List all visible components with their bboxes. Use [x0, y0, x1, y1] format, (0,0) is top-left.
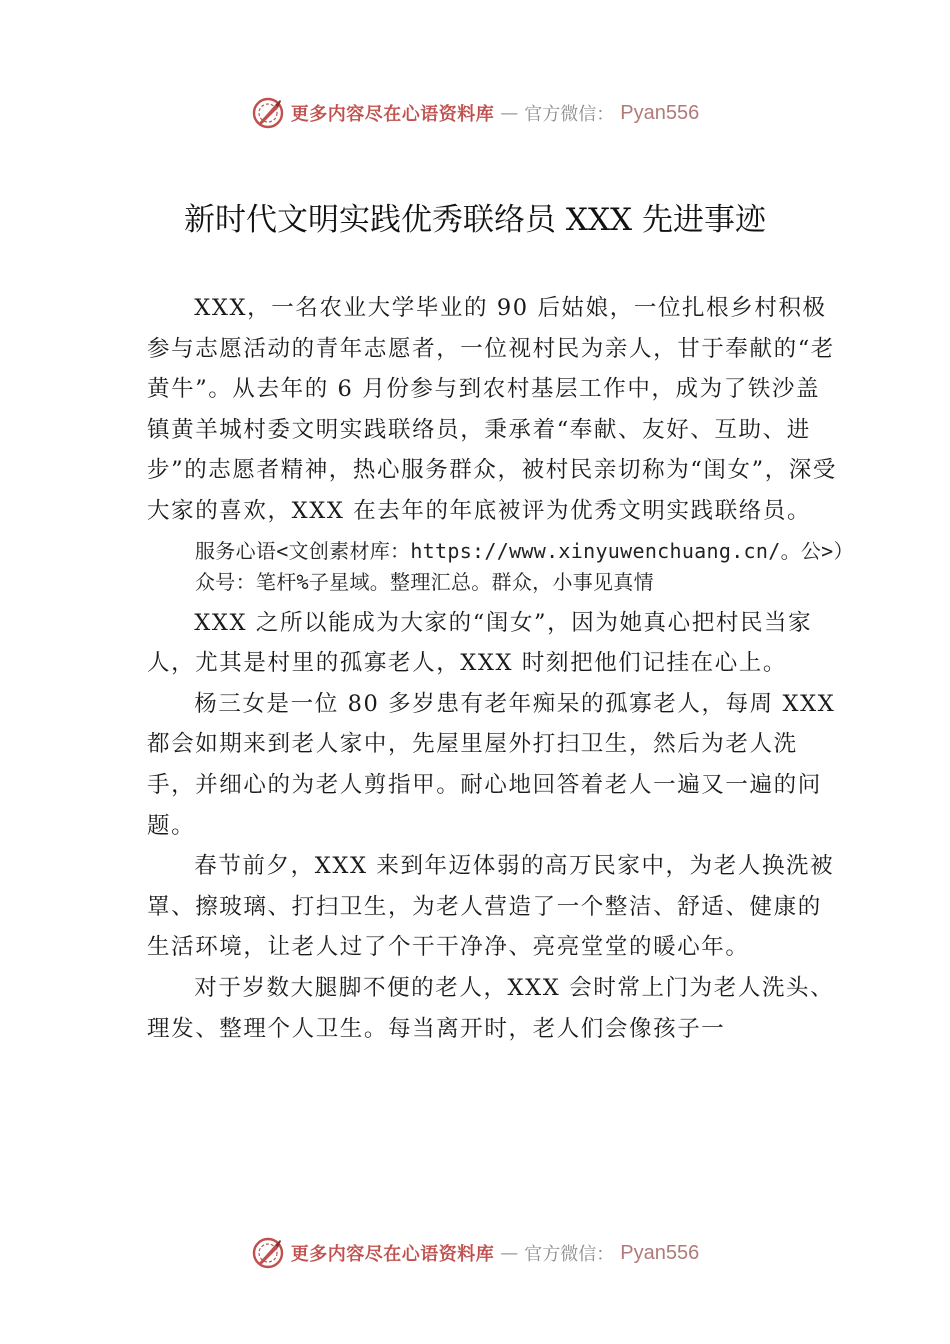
header-banner-content	[251, 96, 699, 130]
footer-banner	[0, 1233, 950, 1273]
paragraph-yang-sannv: 杨三女是一位 80 多岁患有老年痴呆的孤寡老人，每周 XXX 都会如期来到老人家中，先屋里屋外打扫卫生，然后为老人洗手，并细心的为老人剪指甲。耐心地回答着老人一遍又一遍的问题。	[147, 690, 836, 839]
header-banner-text: 更多内容尽在心语资料库	[290, 104, 495, 125]
paragraph-spring-festival: 春节前夕，XXX 来到年迈体弱的高万民家中，为老人换洗被罩、擦玻璃、打扫卫生，为老人营造了一个整洁、舒适、健康的生活环境，让老人过了个干干净净、亮亮堂堂的暖心年。	[147, 853, 835, 961]
header-banner-separator: —	[500, 102, 519, 124]
paragraph-family: XXX 之所以能成为大家的“闺女”，因为她真心把村民当家人，尤其是村里的孤寡老人，XXX 时刻把他们记挂在心上。	[147, 609, 813, 677]
source-note: 服务心语<文创素材库：https://www.xinyuwenchuang.cn/。公>）众号：笔杆%子星域。整理汇总。群众，小事见真情	[195, 538, 844, 594]
document-title: 新时代文明实践优秀联络员 XXX 先进事迹	[184, 202, 766, 238]
quill-logo-icon	[251, 96, 285, 130]
footer-wechat-id: Pyan556	[620, 1241, 700, 1264]
paragraph-elderly-care: 对于岁数大腿脚不便的老人，XXX 会时常上门为老人洗头、理发、整理个人卫生。每当离开时，老人们会像孩子一	[147, 974, 835, 1042]
footer-banner-separator: —	[500, 1242, 519, 1264]
header-wechat-label: 官方微信：	[524, 104, 615, 125]
footer-wechat-label: 官方微信：	[524, 1244, 615, 1265]
footer-banner-text: 更多内容尽在心语资料库	[290, 1244, 495, 1265]
header-banner	[0, 93, 950, 133]
header-wechat-id: Pyan556	[620, 101, 700, 124]
quill-logo-icon	[251, 1236, 285, 1270]
footer-banner-content	[251, 1236, 699, 1270]
document-body	[147, 288, 844, 1049]
paragraph-intro: XXX，一名农业大学毕业的 90 后姑娘，一位扎根乡村积极参与志愿活动的青年志愿者，一位视村民为亲人，甘于奉献的“老黄牛”。从去年的 6 月份参与到农村基层工作中，成为了铁沙盖镇黄羊城村委文明实践联络员，秉承着“奉献、友好、互助、进步”的志愿者精神，热心服务群众，被村民亲切称为“闺女”，深受大家的喜欢，XXX 在去年的年底被评为优秀文明实践联络员。	[147, 295, 838, 524]
